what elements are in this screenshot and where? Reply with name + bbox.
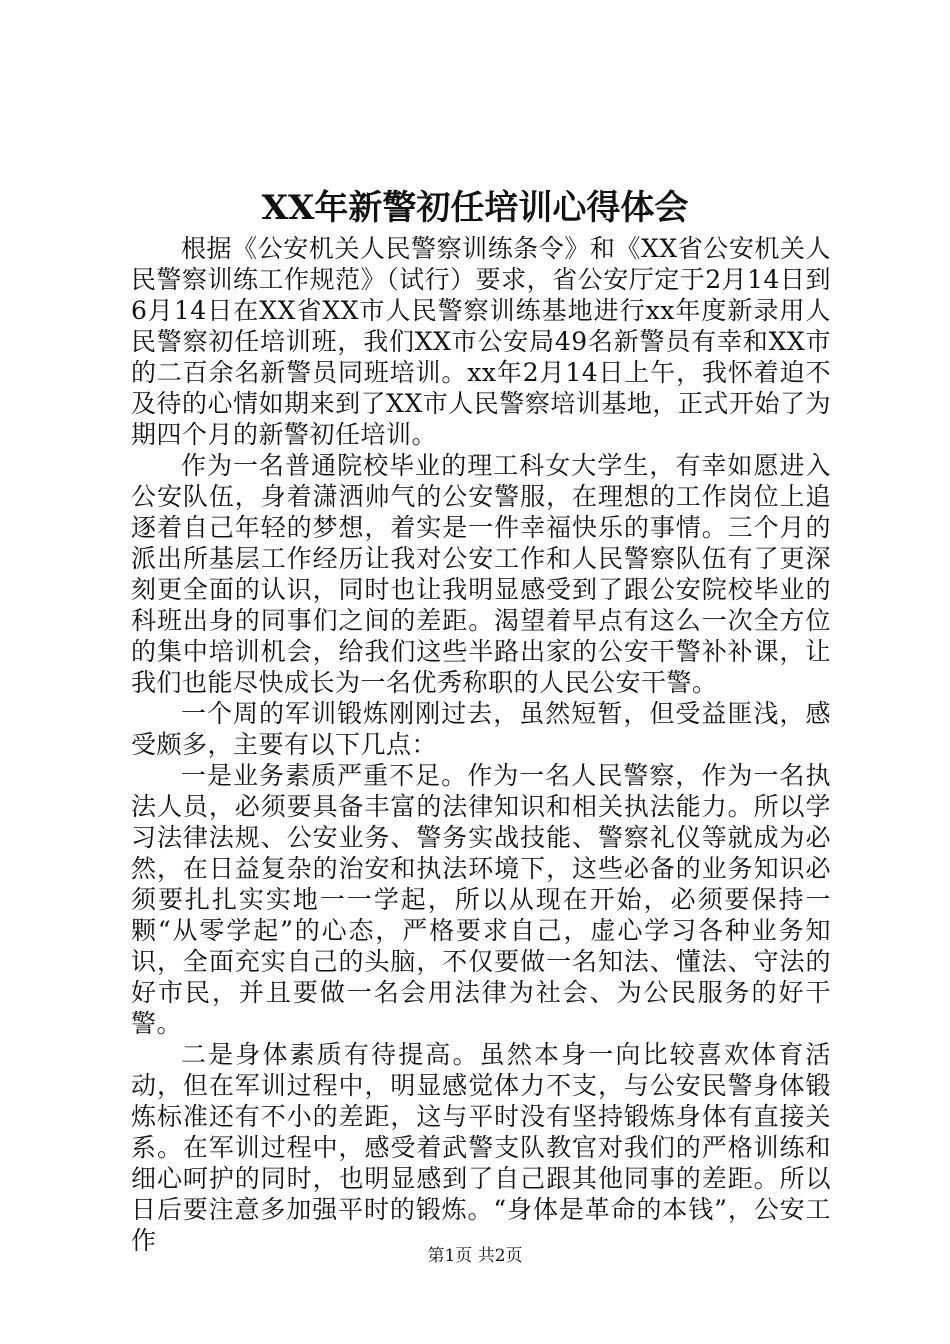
paragraph-point-one: 一是业务素质严重不足。作为一名人民警察，作为一名执法人员，必须要具备丰富的法律知识和相关执法能力。所以学习法律法规、公安业务、警务实战技能、警察礼仪等就成为必然，在日益复杂的治安和执法环境下，这些必备的业务知识必须要扎扎实实地一一学起，所以从现在开始，必须要保持一颗“从零学起”的心态，严格要求自己，虚心学习各种业务知识，全面充实自己的头脑，不仅要做一名知法、懂法、守法的好市民，并且要做一名会用法律为社会、为公民服务的好干警。 — [131, 761, 831, 1038]
paragraph-point-two: 二是身体素质有待提高。虽然本身一向比较喜欢体育活动，但在军训过程中，明显感觉体力不支，与公安民警身体锻炼标准还有不小的差距，这与平时没有坚持锻炼身体有直接关系。在军训过程中，感受着武警支队教官对我们的严格训练和细心呵护的同时，也明显感到了自己跟其他同事的差距。所以日后要注意多加强平时的锻炼。“身体是革命的本钱”，公安工作 — [131, 1040, 831, 1255]
paragraph-intro: 根据《公安机关人民警察训练条令》和《XX省公安机关人民警察训练工作规范》（试行）要求，省公安厅定于2月14日到6月14日在XX省XX市人民警察训练基地进行xx年度新录用人民警察初任培训班，我们XX市公安局49名新警员有幸和XX市的二百余名新警员同班培训。xx年2月14日上午，我怀着迫不及待的心情如期来到了XX市人民警察培训基地，正式开始了为期四个月的新警初任培训。 — [131, 234, 831, 449]
page-number-footer: 第1页 共2页 — [427, 1246, 523, 1266]
paragraph-background: 作为一名普通院校毕业的理工科女大学生，有幸如愿进入公安队伍，身着潇洒帅气的公安警服，在理想的工作岗位上追逐着自己年轻的梦想，着实是一件幸福快乐的事情。三个月的派出所基层工作经历让我对公安工作和人民警察队伍有了更深刻更全面的认识，同时也让我明显感受到了跟公安院校毕业的科班出身的同事们之间的差距。渴望着早点有这么一次全方位的集中培训机会，给我们这些半路出家的公安干警补补课，让我们也能尽快成长为一名优秀称职的人民公安干警。 — [131, 451, 831, 697]
paragraph-summary: 一个周的军训锻炼刚刚过去，虽然短暂，但受益匪浅，感受颇多，主要有以下几点： — [131, 699, 831, 759]
document-body — [131, 233, 831, 1256]
document-title: XX年新警初任培训心得体会 — [261, 188, 689, 228]
